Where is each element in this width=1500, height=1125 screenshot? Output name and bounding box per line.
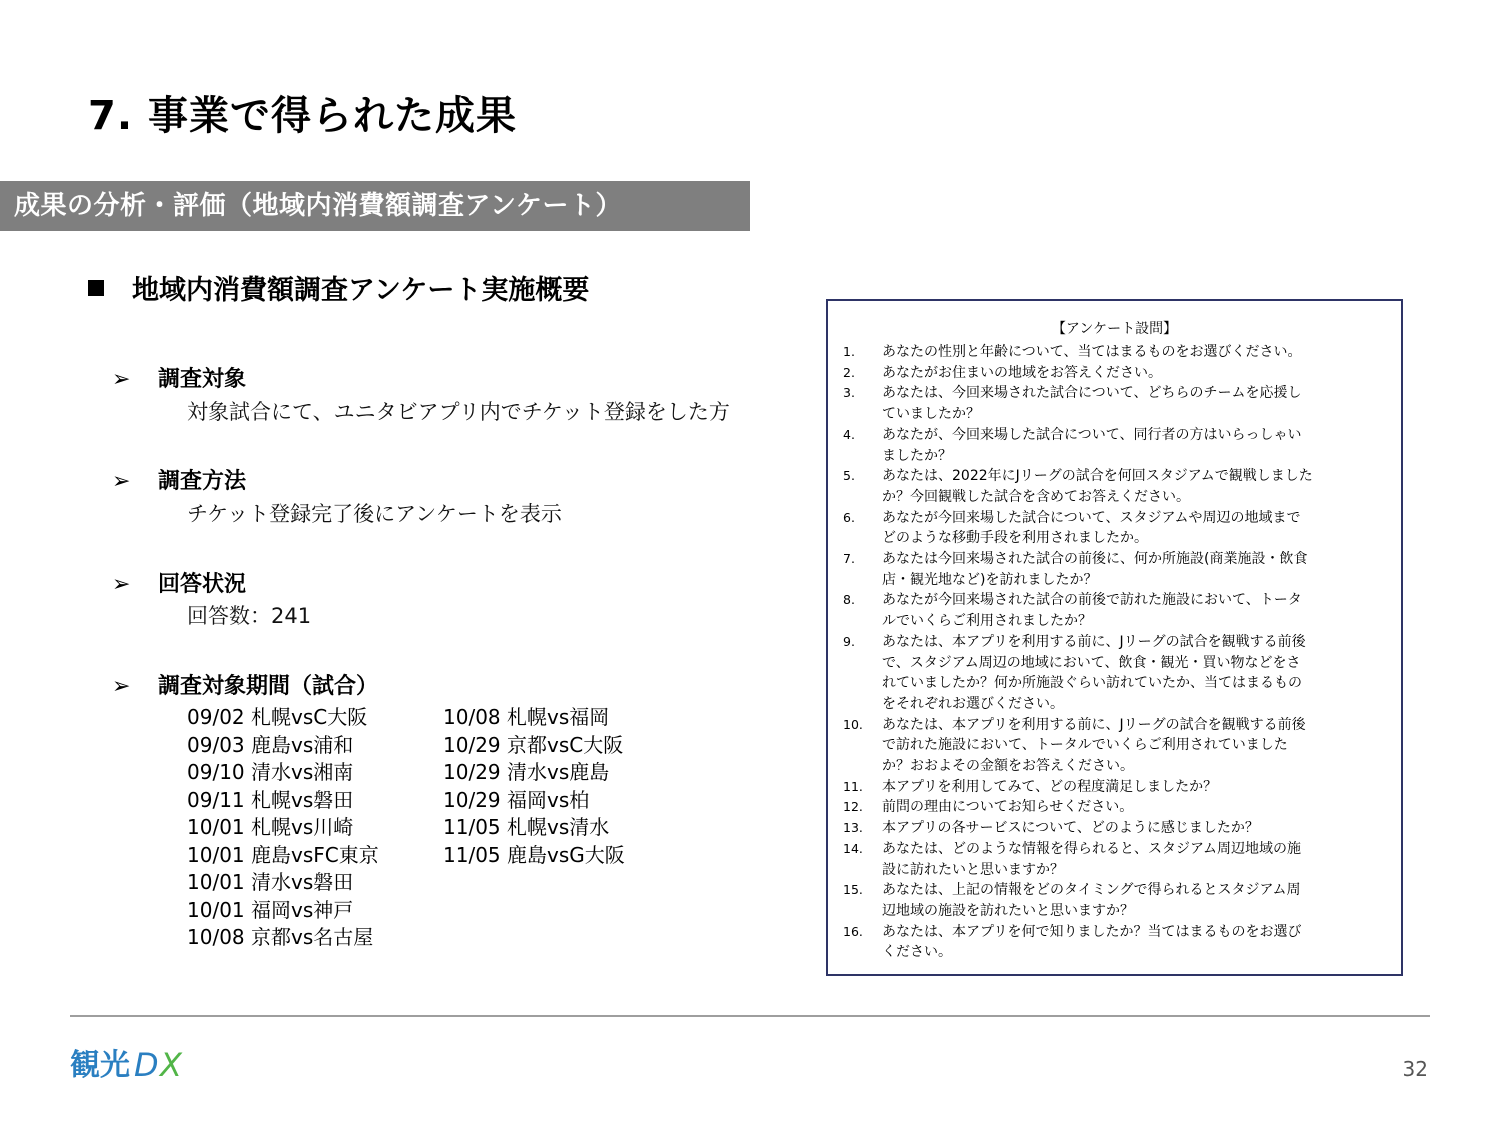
question-line: あなたがお住まいの地域をお答えください。 (882, 364, 1162, 381)
question-line: ていましたか？ (882, 406, 980, 423)
question-text (882, 425, 1387, 466)
item-target-text: 対象試合にて、ユニタビアプリ内でチケット登録をした方 (187, 400, 730, 424)
game-item: 11/05 鹿島vsG大阪 (443, 842, 625, 867)
question-item (843, 715, 1387, 777)
item-method-heading: ➢ 調査方法 (112, 469, 247, 494)
question-item (843, 342, 1387, 363)
item-response-heading: ➢ 回答状況 (112, 572, 247, 597)
question-line: 辺地域の施設を訪れたいと思いますか？ (882, 902, 1134, 919)
question-item (843, 839, 1387, 880)
question-text (882, 383, 1387, 424)
game-item: 09/11 札幌vs磐田 (187, 787, 354, 812)
question-item (843, 590, 1387, 631)
question-line: あなたは、本アプリを利用する前に、Jリーグの試合を観戦する前後 (882, 716, 1306, 733)
question-text (882, 880, 1387, 921)
question-text (882, 777, 1387, 798)
game-item: 10/01 鹿島vsFC東京 (187, 842, 379, 867)
question-text (882, 342, 1387, 363)
question-line: で訪れた施設において、トータルでいくらご利用されていました (882, 737, 1288, 754)
question-item (843, 880, 1387, 921)
question-item (843, 818, 1387, 839)
footer-divider (70, 1015, 1430, 1017)
question-text (882, 508, 1387, 549)
section-header: 成果の分析・評価（地域内消費額調査アンケート） (0, 181, 750, 231)
question-line: ましたか？ (882, 447, 952, 464)
question-text (882, 466, 1387, 507)
question-line: ルでいくらご利用されましたか？ (882, 613, 1092, 630)
page-number: 32 (1402, 1057, 1428, 1081)
question-text (882, 839, 1387, 880)
item-method-text: チケット登録完了後にアンケートを表示 (187, 502, 562, 526)
question-text (882, 922, 1387, 963)
question-number: 5. (843, 468, 855, 484)
question-number: 6. (843, 509, 855, 525)
game-item: 11/05 札幌vs清水 (443, 815, 610, 839)
question-line: あなたの性別と年齢について、当てはまるものをお選びください。 (882, 344, 1302, 360)
item-period-heading: ➢ 調査対象期間（試合） (112, 674, 379, 699)
question-line: あなたは、上記の情報をどのタイミングで得られるとスタジアム周 (882, 882, 1301, 899)
question-number: 10. (843, 716, 863, 732)
game-item: 10/01 清水vs磐田 (187, 870, 354, 894)
svg-text:X: X (160, 1046, 182, 1084)
question-line: あなたは、どのような情報を得られると、スタジアム周辺地域の施 (882, 840, 1302, 857)
question-line: あなたは、2022年にJリーグの試合を何回スタジアムで観戦しました (882, 468, 1313, 485)
question-item (843, 632, 1387, 715)
svg-text:観光: 観光 (70, 1048, 130, 1083)
question-text (882, 632, 1387, 715)
question-item (843, 466, 1387, 507)
question-number: 13. (843, 820, 863, 836)
question-item (843, 922, 1387, 963)
question-line: をそれぞれお選びください。 (882, 695, 1064, 712)
arrow-bullet-icon: ➢ (112, 572, 131, 597)
question-number: 7. (843, 551, 855, 567)
question-item (843, 797, 1387, 818)
question-number: 12. (843, 799, 863, 815)
item-target-heading: ➢ 調査対象 (112, 367, 247, 392)
question-item (843, 777, 1387, 798)
question-number: 11. (843, 778, 863, 794)
question-line: あなたが今回来場された試合の前後で訪れた施設において、トータ (882, 592, 1302, 609)
question-line: どのような移動手段を利用されましたか。 (882, 530, 1148, 547)
question-line: か？今回観戦した試合を含めてお答えください。 (882, 488, 1190, 505)
kanko-dx-logo (70, 1040, 200, 1088)
question-number: 8. (843, 592, 855, 608)
game-item: 09/03 鹿島vs浦和 (187, 732, 354, 757)
item-response-text: 回答数：241 (187, 604, 312, 628)
question-list (828, 342, 1401, 963)
question-number: 2. (843, 364, 855, 380)
question-line: で、スタジアム周辺の地域において、飲食・観光・買い物などをさ (882, 654, 1301, 671)
question-item (843, 363, 1387, 384)
game-item: 10/01 福岡vs神戸 (187, 897, 354, 922)
arrow-bullet-icon: ➢ (112, 674, 131, 699)
square-bullet-icon (88, 280, 104, 296)
question-item (843, 508, 1387, 549)
question-line: 店・観光地など)を訪れましたか？ (882, 571, 1098, 588)
arrow-bullet-icon: ➢ (112, 469, 131, 494)
game-item: 09/10 清水vs湘南 (187, 760, 354, 784)
question-text (882, 363, 1387, 384)
question-line: あなたは、本アプリを利用する前に、Jリーグの試合を観戦する前後 (882, 633, 1306, 650)
page-title: 7. 事業で得られた成果 (88, 93, 517, 139)
questionnaire-title: 【アンケート設問】 (1051, 321, 1178, 337)
game-item: 09/02 札幌vsC大阪 (187, 705, 368, 729)
question-line: 前問の理由についてお知らせください。 (882, 799, 1134, 816)
question-item (843, 425, 1387, 466)
svg-text:D: D (134, 1046, 159, 1084)
question-number: 1. (843, 344, 855, 359)
question-line: あなたが今回来場した試合について、スタジアムや周辺の地域まで (882, 509, 1301, 526)
question-number: 16. (843, 923, 863, 939)
overview-heading-text: 地域内消費額調査アンケート実施概要 (132, 275, 590, 306)
question-line: あなたは今回来場された試合の前後に、何か所施設(商業施設・飲食 (882, 551, 1308, 568)
overview-heading (88, 268, 589, 307)
question-line: か？おおよその金額をお答えください。 (882, 758, 1134, 775)
question-text (882, 797, 1387, 818)
game-item: 10/29 清水vs鹿島 (443, 760, 610, 784)
question-number: 14. (843, 840, 863, 856)
question-item (843, 383, 1387, 424)
question-line: れていましたか？何か所施設ぐらい訪れていたか、当てはまるもの (882, 675, 1302, 692)
question-text (882, 549, 1387, 590)
question-text (882, 715, 1387, 777)
questionnaire-box (826, 299, 1403, 976)
question-line: 設に訪れたいと思いますか？ (882, 861, 1064, 878)
question-number: 4. (843, 426, 855, 442)
question-line: あなたは、今回来場された試合について、どちらのチームを応援し (882, 385, 1302, 402)
question-number: 9. (843, 633, 855, 649)
question-line: 本アプリの各サービスについて、どのように感じましたか？ (882, 820, 1259, 837)
arrow-bullet-icon: ➢ (112, 367, 131, 392)
game-item: 10/08 札幌vs福岡 (443, 705, 610, 729)
game-item: 10/01 札幌vs川崎 (187, 815, 354, 839)
games-column-1 (187, 704, 379, 952)
question-item (843, 549, 1387, 590)
question-number: 3. (843, 385, 855, 401)
question-text (882, 590, 1387, 631)
question-line: 本アプリを利用してみて、どの程度満足しましたか？ (882, 778, 1218, 795)
question-line: ください。 (882, 944, 952, 961)
game-item: 10/29 京都vsC大阪 (443, 732, 624, 757)
question-number: 15. (843, 882, 863, 898)
question-text (882, 818, 1387, 839)
question-line: あなたは、本アプリを何で知りましたか？当てはまるものをお選び (882, 923, 1302, 940)
question-line: あなたが、今回来場した試合について、同行者の方はいらっしゃい (882, 426, 1302, 443)
game-item: 10/08 京都vs名古屋 (187, 925, 374, 949)
game-item: 10/29 福岡vs柏 (443, 787, 590, 812)
games-column-2 (443, 704, 625, 869)
